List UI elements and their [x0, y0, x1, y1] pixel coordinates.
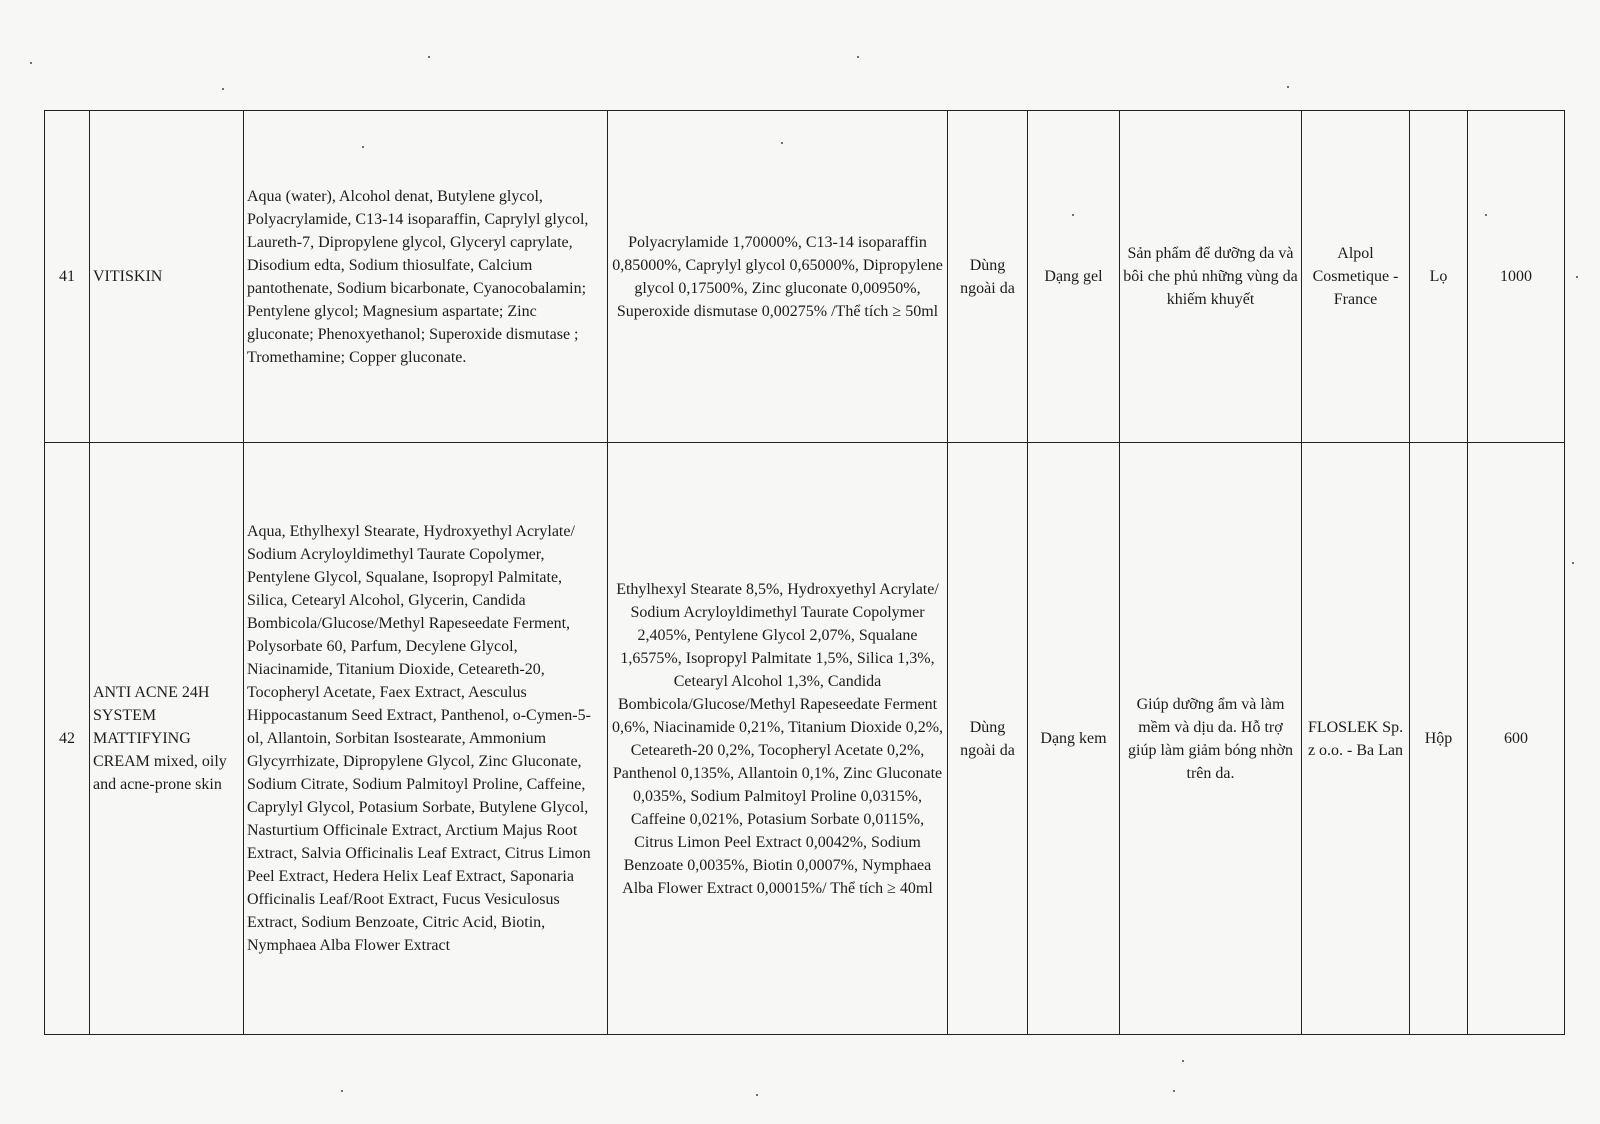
product-form: Dạng gel — [1028, 111, 1120, 443]
product-purpose: Giúp dưỡng ẩm và làm mềm và dịu da. Hỗ trợ giúp làm giảm bóng nhờn trên da. — [1120, 443, 1302, 1035]
scan-speck — [1182, 1060, 1184, 1062]
active-concentration: Ethylhexyl Stearate 8,5%, Hydroxyethyl Acrylate/ Sodium Acryloyldimethyl Taurate Copolymer 2,405%, Pentylene Glycol 2,07%, Squalane 1,6575%, Isopropyl Palmitate 1,5%, Silica 1,3%, Cetearyl Alcohol 1,3%, Candida Bombicola/Glucose/Methyl Rapeseedate Ferment 0,6%, Niacinamide 0,21%, Titanium Dioxide 0,2%, Ceteareth-20 0,2%, Tocopheryl Acetate 0,2%, Panthenol 0,135%, Allantoin 0,1%, Zinc Gluconate 0,035%, Sodium Palmitoyl Proline 0,0315%, Caffeine 0,021%, Potasium Sorbate 0,0115%, Citrus Limon Peel Extract 0,0042%, Sodium Benzoate 0,0035%, Biotin 0,0007%, Nymphaea Alba Flower Extract 0,00015%/ Thể tích ≥ 40ml — [608, 443, 948, 1035]
manufacturer: Alpol Cosmetique - France — [1302, 111, 1410, 443]
scan-speck — [341, 1090, 343, 1092]
usage-route: Dùng ngoài da — [948, 111, 1028, 443]
packaging: Hộp — [1410, 443, 1468, 1035]
scan-speck — [1576, 276, 1578, 278]
product-name: VITISKIN — [90, 111, 244, 443]
scan-speck — [1572, 562, 1574, 564]
scan-speck — [222, 88, 224, 90]
ingredients-list: Aqua (water), Alcohol denat, Butylene glycol, Polyacrylamide, C13-14 isoparaffin, Caprylyl glycol, Laureth-7, Dipropylene glycol, Glyceryl caprylate, Disodium edta, Sodium thiosulfate, Calcium pantothenate, Sodium bicarbonate, Cyanocobalamin; Pentylene glycol; Magnesium aspartate; Zinc gluconate; Phenoxyethanol; Superoxide dismutase ; Tromethamine; Copper gluconate. — [244, 111, 608, 443]
active-concentration: Polyacrylamide 1,70000%, C13-14 isoparaffin 0,85000%, Caprylyl glycol 0,65000%, Dipropylene glycol 0,17500%, Zinc gluconate 0,00950%, Superoxide dismutase 0,00275% /Thể tích ≥ 50ml — [608, 111, 948, 443]
manufacturer: FLOSLEK Sp. z o.o. - Ba Lan — [1302, 443, 1410, 1035]
product-form: Dạng kem — [1028, 443, 1120, 1035]
row-number: 42 — [45, 443, 90, 1035]
scan-speck — [857, 56, 859, 58]
usage-route: Dùng ngoài da — [948, 443, 1028, 1035]
table-row — [45, 111, 1565, 443]
ingredients-list: Aqua, Ethylhexyl Stearate, Hydroxyethyl Acrylate/ Sodium Acryloyldimethyl Taurate Copolymer, Pentylene Glycol, Squalane, Isopropyl Palmitate, Silica, Cetearyl Alcohol, Glycerin, Candida Bombicola/Glucose/Methyl Rapeseedate Ferment, Polysorbate 60, Parfum, Decylene Glycol, Niacinamide, Titanium Dioxide, Ceteareth-20, Tocopheryl Acetate, Faex Extract, Aesculus Hippocastanum Seed Extract, Panthenol, o-Cymen-5-ol, Allantoin, Sorbitan Isostearate, Ammonium Glycyrrhizate, Dipropylene Glycol, Zinc Gluconate, Sodium Citrate, Sodium Palmitoyl Proline, Caffeine, Caprylyl Glycol, Potasium Sorbate, Butylene Glycol, Nasturtium Officinale Extract, Arctium Majus Root Extract, Salvia Officinalis Leaf Extract, Citrus Limon Peel Extract, Hedera Helix Leaf Extract, Saponaria Officinalis Leaf/Root Extract, Fucus Vesiculosus Extract, Sodium Benzoate, Citric Acid, Biotin, Nymphaea Alba Flower Extract — [244, 443, 608, 1035]
table-row — [45, 443, 1565, 1035]
product-name: ANTI ACNE 24H SYSTEM MATTIFYING CREAM mixed, oily and acne-prone skin — [90, 443, 244, 1035]
quantity: 1000 — [1468, 111, 1565, 443]
scan-speck — [756, 1094, 758, 1096]
scan-speck — [1173, 1090, 1175, 1092]
scan-speck — [1287, 86, 1289, 88]
scan-speck — [30, 62, 32, 64]
scan-speck — [428, 56, 430, 58]
product-purpose: Sản phẩm để dưỡng da và bôi che phủ những vùng da khiếm khuyết — [1120, 111, 1302, 443]
product-table — [44, 110, 1565, 1035]
row-number: 41 — [45, 111, 90, 443]
quantity: 600 — [1468, 443, 1565, 1035]
packaging: Lọ — [1410, 111, 1468, 443]
